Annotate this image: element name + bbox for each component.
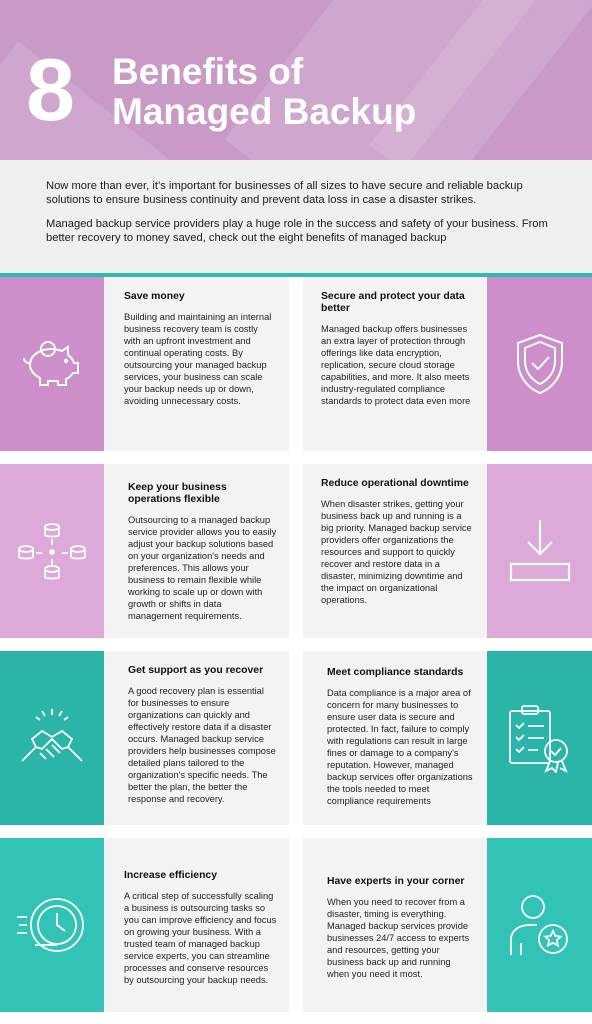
database-network-icon <box>0 464 104 638</box>
benefit-title: Get support as you recover <box>128 665 264 676</box>
benefit-title: Keep your business operations flexible <box>128 482 227 505</box>
intro-section <box>0 160 592 273</box>
benefit-card-compliance <box>303 651 487 825</box>
benefit-card-secure-data <box>303 277 487 451</box>
page-title <box>112 52 416 132</box>
benefit-text: When you need to recover from a disaster, timing is everything. Managed backup services provide businesses 24/7 access to experts and resources, getting your business back up and running when you need it most. <box>327 897 470 979</box>
benefit-title: Have experts in your corner <box>327 876 465 887</box>
benefit-card-downtime <box>303 464 487 638</box>
benefit-title: Meet compliance standards <box>327 667 464 678</box>
benefit-title: Increase efficiency <box>124 870 217 881</box>
benefit-text: When disaster strikes, getting your business back up and running is a big priority. Managed backup service providers offer organizations the resources and support to quickly recover and restore data in a disaster, minimizing downtime and the impact on organizational operations. <box>321 499 472 605</box>
benefit-text: Outsourcing to a managed backup service provider allows you to easily adjust your backup solutions based on your organization's needs and preferences. This allows your business to remain flexible while working to scale up or down with growth or shifts in data management requirements. <box>128 515 277 621</box>
benefit-text: Managed backup offers businesses an extra layer of protection through offerings like data encryption, replication, secure cloud storage capabilities, and more. It also meets industry-regulated compliance standards to protect data even more <box>321 324 471 406</box>
title-line-2: Managed Backup <box>112 91 417 132</box>
benefit-title: Save money <box>124 291 185 302</box>
checklist-badge-icon <box>487 651 592 825</box>
benefit-card-efficiency <box>104 838 289 1012</box>
benefit-card-recovery-support <box>104 651 289 825</box>
benefit-title: Secure and protect your data better <box>321 291 465 314</box>
speed-clock-icon <box>0 838 104 1012</box>
title-line-1: Benefits of <box>112 51 304 92</box>
benefit-text: A good recovery plan is essential for businesses to ensure organizations can quickly and effectively restore data if a disaster occurs. Managed backup service providers help businesses compose detailed plans tailored to the organization's specific needs. The better the plan, the better the response and recovery. <box>128 686 276 804</box>
expert-badge-icon <box>487 838 592 1012</box>
intro-paragraph-2: Managed backup service providers play a huge role in the success and safety of your business. From better recovery to money saved, check out the eight benefits of managed backup <box>46 218 548 244</box>
handshake-icon <box>0 651 104 825</box>
download-icon <box>487 464 592 638</box>
benefit-text: Data compliance is a major area of concern for many businesses to ensure user data is secure and protected. In fact, failure to comply with regulations can result in large fines or damage to a company's reputation. However, managed backup services offer organizations the tools needed to meet compliance requirements <box>327 688 473 806</box>
benefit-title: Reduce operational downtime <box>321 478 469 489</box>
intro-paragraph-1: Now more than ever, it’s important for businesses of all sizes to have secure and reliable backup solutions to ensure business continuity and prevent data loss in case a disaster strikes. <box>46 180 523 206</box>
benefit-text: A critical step of successfully scaling a business is outsourcing tasks so you can improve efficiency and focus on growing your business. With a trusted team of managed backup service experts, you can streamline processes and conserve resources by outsourcing your backup needs. <box>124 891 277 985</box>
benefit-card-flexible <box>104 464 289 638</box>
benefit-card-save-money <box>104 277 289 451</box>
shield-check-icon <box>487 277 592 451</box>
benefit-text: Building and maintaining an internal business recovery team is costly with an upfront investment and continual operating costs. By outsourcing your managed backup services, your business can scale your backup needs up or down, avoiding unnecessary costs. <box>124 312 272 406</box>
benefit-card-experts <box>303 838 487 1012</box>
piggy-bank-icon <box>0 277 104 451</box>
header-banner <box>0 0 592 160</box>
benefit-count: 8 <box>26 40 75 139</box>
